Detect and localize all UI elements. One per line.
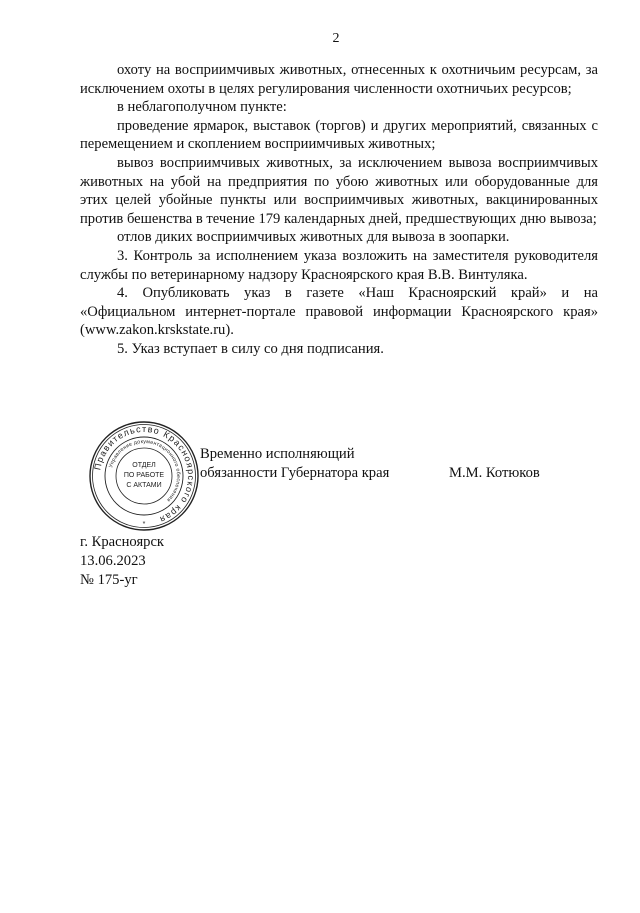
seal-center-line1: ОТДЕЛ bbox=[132, 462, 156, 469]
signatory-name: М.М. Котюков bbox=[449, 465, 540, 481]
seal-inner-text: Управление документационного обеспечения bbox=[108, 438, 182, 503]
footer-city: г. Красноярск bbox=[80, 534, 165, 550]
paragraph-item-5: 5. Указ вступает в силу со дня подписания. bbox=[117, 340, 384, 357]
paragraph-item-3: 3. Контроль за исполнением указа возложить на заместителя руководителя службы по ветеринарному надзору Красноярского края В.В. Винтуляка. bbox=[80, 247, 598, 283]
svg-text:Управление документационного о bbox=[108, 439, 181, 503]
footer-date: 13.06.2023 bbox=[80, 553, 146, 569]
official-seal bbox=[88, 420, 200, 532]
footer-number: № 175-уг bbox=[80, 572, 138, 588]
paragraph-item-4: 4. Опубликовать указ в газете «Наш Красноярский край» и на «Официальном интернет-портале правовой информации Красноярского края» (www.zakon.krskstate.ru). bbox=[80, 285, 598, 339]
paragraph-export: вывоз восприимчивых животных, за исключением вывоза восприимчивых животных на убой на предприятия по убою животных или оборудованные для этих целей убойные пункты или восприимчивых животных, вакцинированных против бешенства в течение 179 календарных дней, предшествующих дню вывоза; bbox=[80, 154, 598, 227]
paragraph-fairs: проведение ярмарок, выставок (торгов) и других мероприятий, связанных с перемещением и скоплением восприимчивых животных; bbox=[80, 117, 598, 153]
seal-center-line2: ПО РАБОТЕ bbox=[123, 472, 165, 479]
paragraph-hunting: охоту на восприимчивых животных, отнесенных к охотничьим ресурсам, за исключением охоты в целях регулирования численности охотничьих ресурсов; bbox=[80, 62, 598, 97]
seal-star-icon: * bbox=[142, 521, 146, 528]
paragraph-capture: отлов диких восприимчивых животных для вывоза в зоопарки. bbox=[117, 229, 510, 246]
signatory-title-line2: обязанности Губернатора края bbox=[200, 465, 390, 481]
seal-outer-text: Правительство Красноярского края bbox=[92, 423, 197, 526]
signatory-title-line1: Временно исполняющий bbox=[200, 446, 355, 462]
seal-center-line3: С АКТАМИ bbox=[126, 482, 162, 489]
paragraph-outbreak-point: в неблагополучном пункте: bbox=[117, 99, 287, 116]
page-number: 2 bbox=[332, 31, 340, 46]
